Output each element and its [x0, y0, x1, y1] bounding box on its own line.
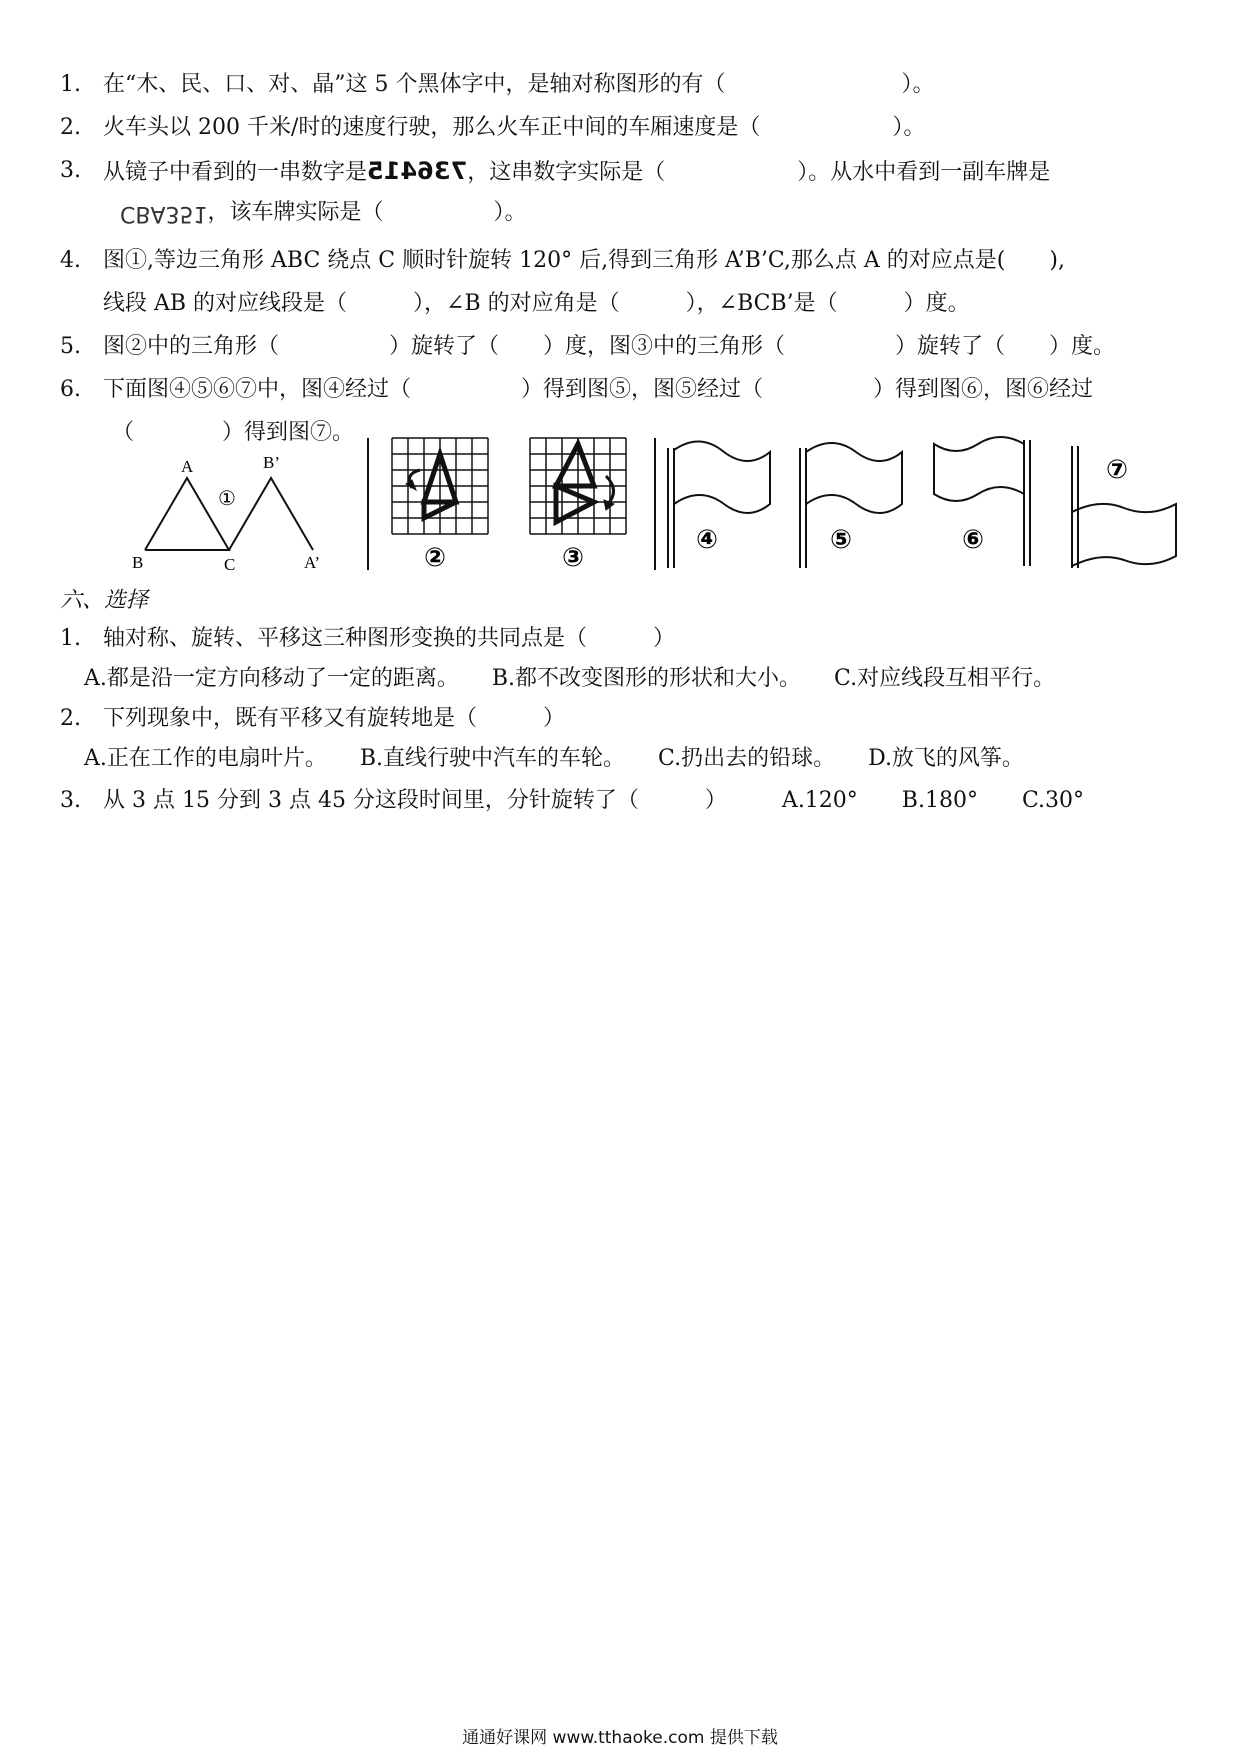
- figures: [0, 0, 1240, 600]
- question-number: 6.: [60, 377, 81, 402]
- mirror-number: 736415: [367, 157, 468, 185]
- choice-options: A.正在工作的电扇叶片。 B.直线行驶中汽车的车轮。 C.扔出去的铅球。 D.放飞的风筝。: [84, 746, 1024, 771]
- section-title: 六、选择: [60, 588, 149, 613]
- figure-2-shapes: [406, 454, 456, 518]
- question-text: 图②中的三角形（ ）旋转了（ ）度，图③中的三角形（ ）旋转了（ ）度。: [103, 334, 1116, 359]
- label-b: B: [132, 553, 144, 572]
- label-a-prime: A’: [304, 553, 321, 572]
- choice-question: 轴对称、旋转、平移这三种图形变换的共同点是（ ）: [103, 626, 676, 651]
- question-text: 线段 AB 的对应线段是（ ），∠B 的对应角是（ ），∠BCB’是（ ）度。: [103, 291, 970, 316]
- question-number: 5.: [60, 334, 81, 359]
- question-text: 从镜子中看到的一串数字是: [103, 160, 368, 185]
- question-text: ，这串数字实际是（ ）。从水中看到一副车牌是: [467, 160, 1051, 185]
- question-number: 1.: [60, 72, 81, 97]
- choice-number: 1.: [60, 626, 81, 651]
- label-a: A: [181, 457, 194, 476]
- choice-options: A.都是沿一定方向移动了一定的距离。 B.都不改变图形的形状和大小。 C.对应线段互相平行。: [84, 666, 1056, 691]
- figure-3-shapes: [556, 444, 614, 522]
- fig7-label: ⑦: [1106, 455, 1129, 485]
- footer: 通通好课网 www.tthaoke.com 提供下载: [462, 1728, 778, 1748]
- question-number: 2.: [60, 115, 81, 140]
- question-text: ，该车牌实际是（ ）。: [207, 200, 527, 225]
- fig5-label: ⑤: [830, 525, 853, 555]
- fig3-label: ③: [562, 543, 585, 573]
- triangle-abc: [145, 478, 229, 550]
- flag-4: [668, 441, 770, 568]
- fig2-label: ②: [424, 543, 447, 573]
- fig6-label: ⑥: [962, 525, 985, 555]
- triangle-a-prime-b-prime-c: [229, 478, 313, 550]
- question-text: （ ）得到图⑦。: [112, 420, 355, 445]
- fig4-label: ④: [696, 525, 719, 555]
- choice-question: 下列现象中，既有平移又有旋转地是（ ）: [103, 706, 566, 731]
- label-b-prime: B’: [263, 453, 280, 472]
- question-text: 火车头以 200 千米/时的速度行驶，那么火车正中间的车厢速度是（ ）。: [103, 115, 926, 140]
- question-number: 4.: [60, 248, 81, 273]
- label-c: C: [224, 555, 236, 574]
- question-number: 3.: [60, 158, 81, 183]
- question-text: 图①,等边三角形 ABC 绕点 C 顺时针旋转 120° 后,得到三角形 A’B’C,那么点 A 的对应点是( ),: [103, 248, 1065, 273]
- choice-number: 3.: [60, 788, 81, 813]
- fig1-label: ①: [218, 486, 236, 510]
- question-text: 下面图④⑤⑥⑦中，图④经过（ ）得到图⑤，图⑤经过（ ）得到图⑥，图⑥经过: [103, 377, 1094, 402]
- choice-number: 2.: [60, 706, 81, 731]
- water-plate: CBA351: [120, 201, 208, 226]
- question-text: 在“木、民、口、对、晶”这 5 个黑体字中，是轴对称图形的有（ ）。: [103, 72, 935, 97]
- choice-question: 从 3 点 15 分到 3 点 45 分这段时间里，分针旋转了（ ） A.120° B.180° C.30°: [103, 788, 1084, 813]
